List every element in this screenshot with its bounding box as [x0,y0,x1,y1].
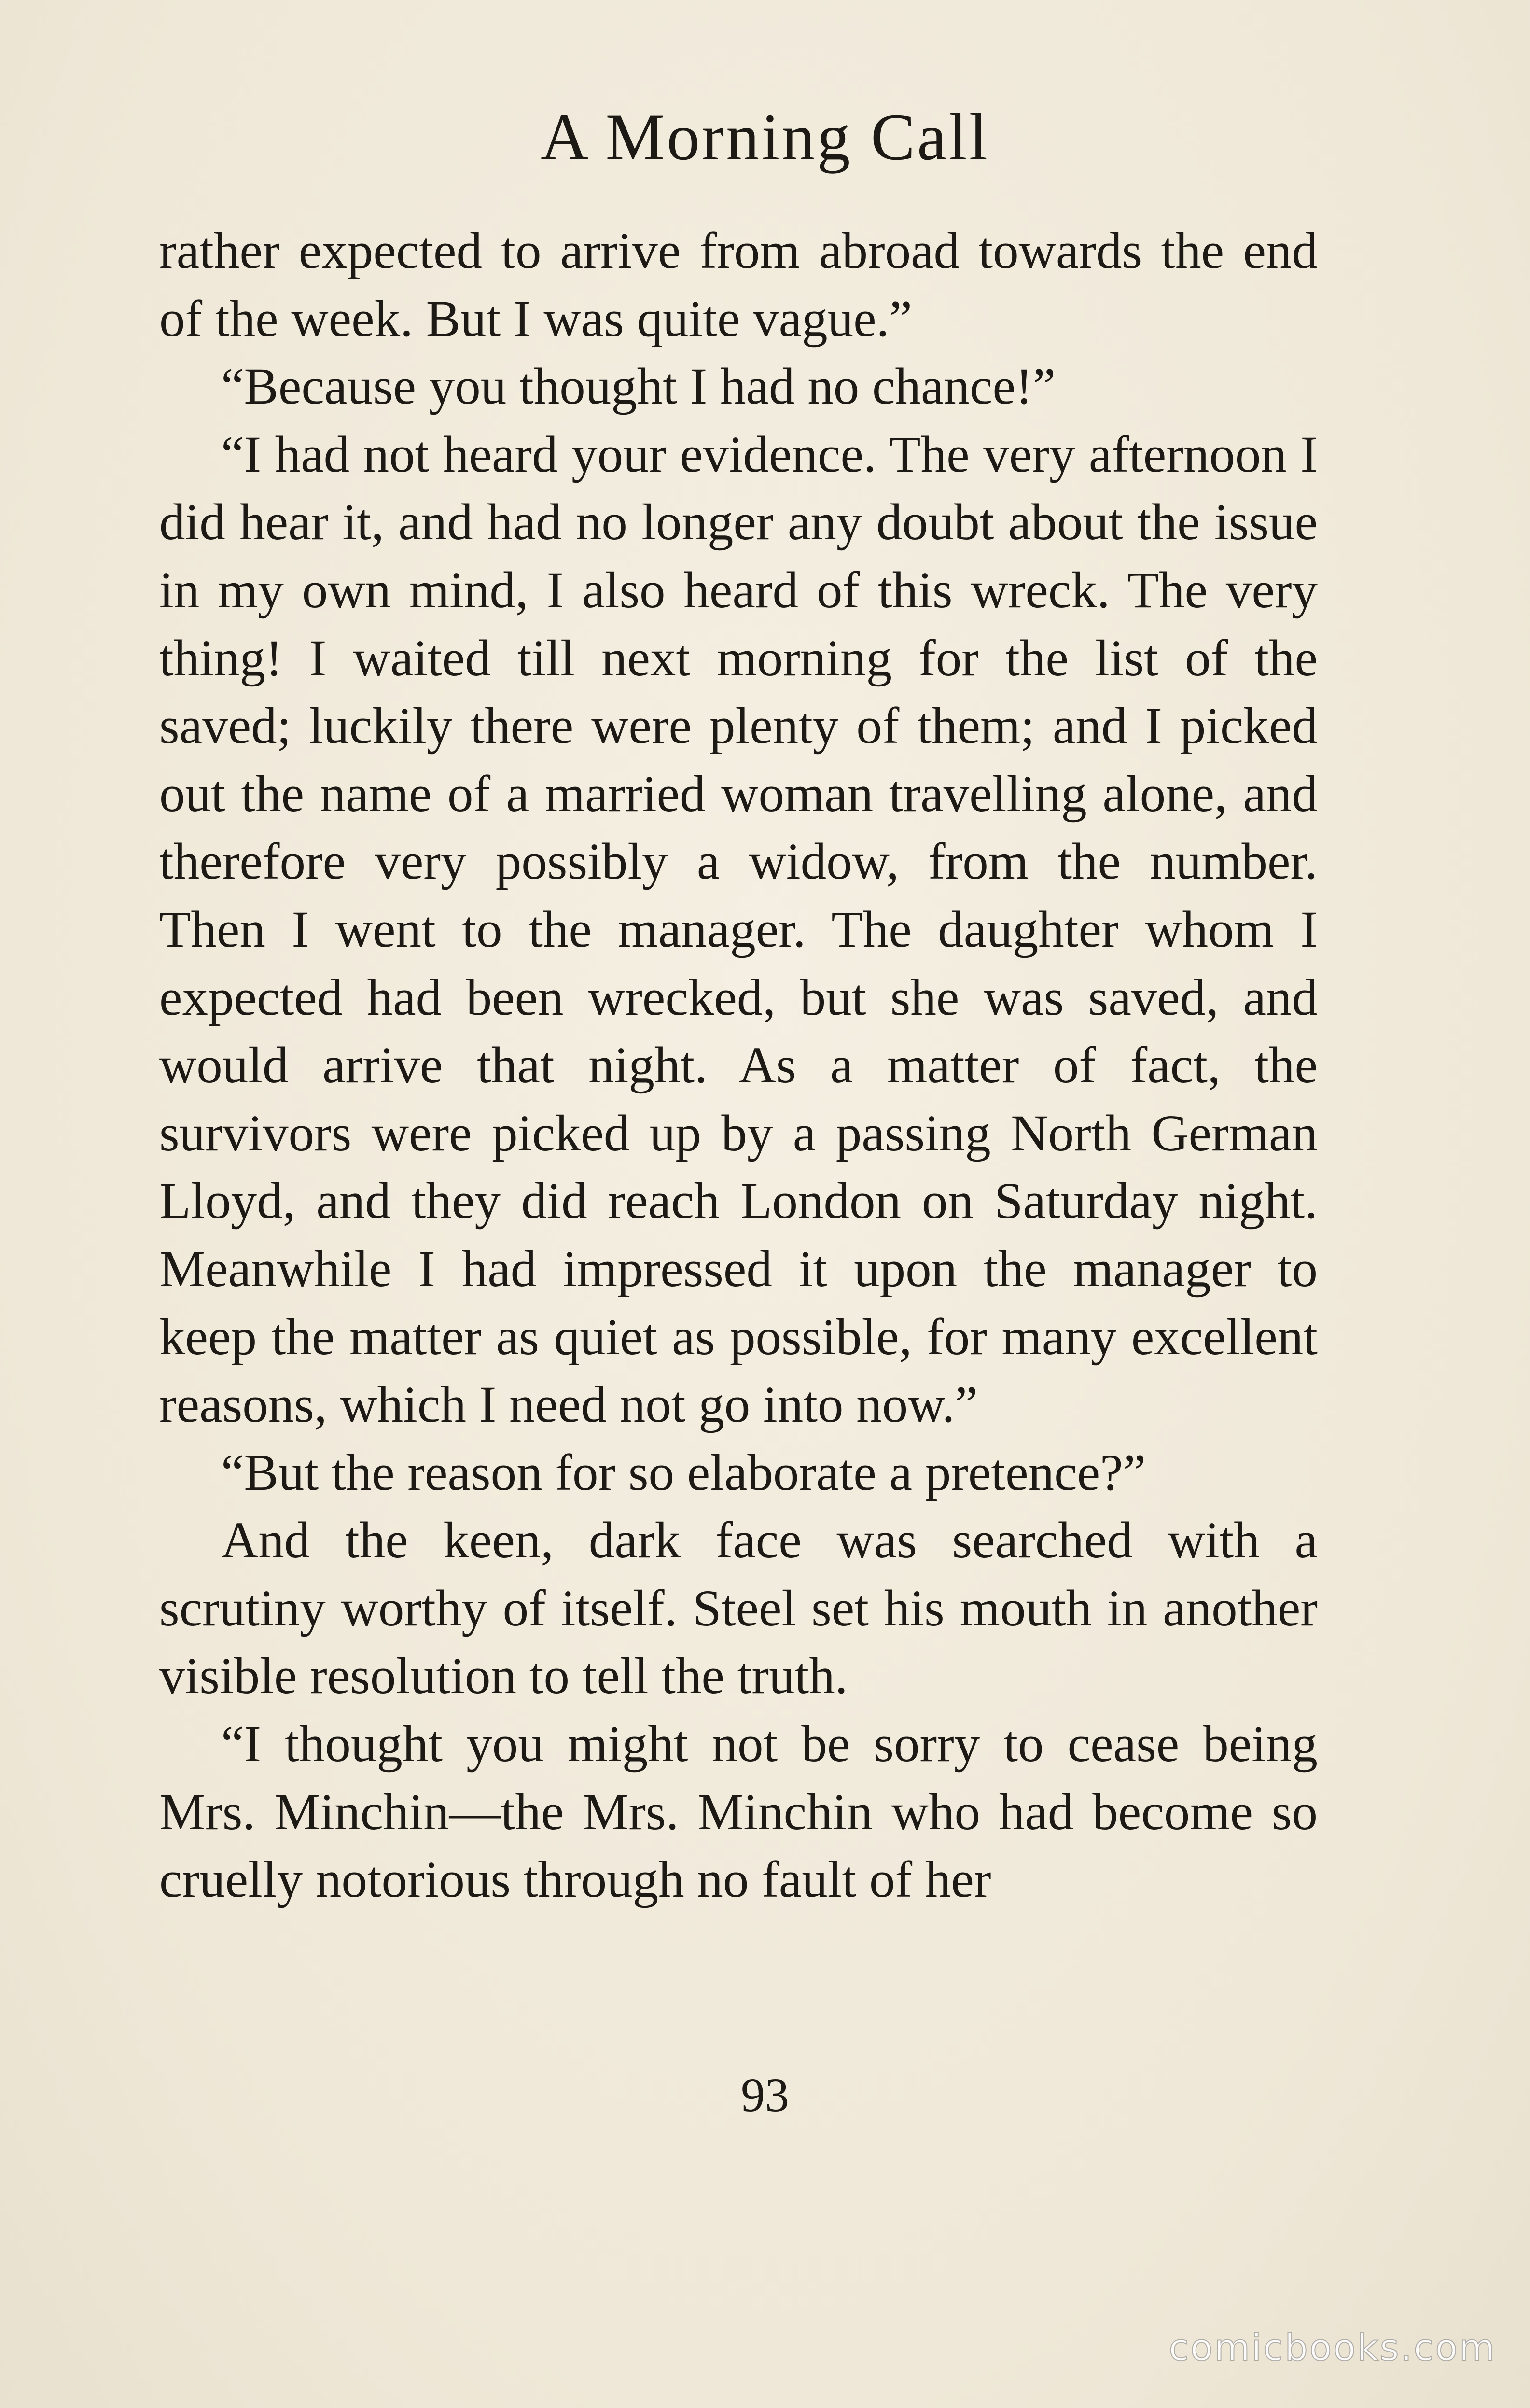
paragraph: “Because you thought I had no chance!” [221,358,1056,416]
paragraph: “I had not heard your evidence. The very afternoon I did hear it, and had no longer any doubt about the issue in my own mind, I also heard of this wreck. The very thing! I waited till next morning for the list of the saved; luckily there were plenty of them; and I picked out the name of a married woman travelling alone, and therefore very possibly a widow, from the number. Then I went to the manager. The daughter whom I expected had been wrecked, but she was saved, and would arrive that night. As a matter of fact, the survivors were picked up by a passing North German Lloyd, and they did reach London on Saturday night. Meanwhile I had impressed it upon the manager to keep the matter as quiet as possible, for many excellent reasons, which I need not go into now.” [159,426,1318,1434]
body-text [159,217,1318,1914]
paragraph: “But the reason for so elaborate a pretence?” [221,1444,1146,1501]
running-head: A Morning Call [540,100,990,174]
paragraph: And the keen, dark face was searched with a scrutiny worthy of itself. Steel set his mouth in another visible resolution to tell the truth. [159,1512,1318,1705]
page-number: 93 [741,2068,789,2122]
paragraph: rather expected to arrive from abroad towards the end of the week. But I was quite vague.” [159,223,1318,348]
watermark: comicbooks.com [1168,2326,1496,2369]
paragraph: “I thought you might not be sorry to cease being Mrs. Minchin—the Mrs. Minchin who had become so cruelly notorious through no fault of her [159,1716,1318,1909]
